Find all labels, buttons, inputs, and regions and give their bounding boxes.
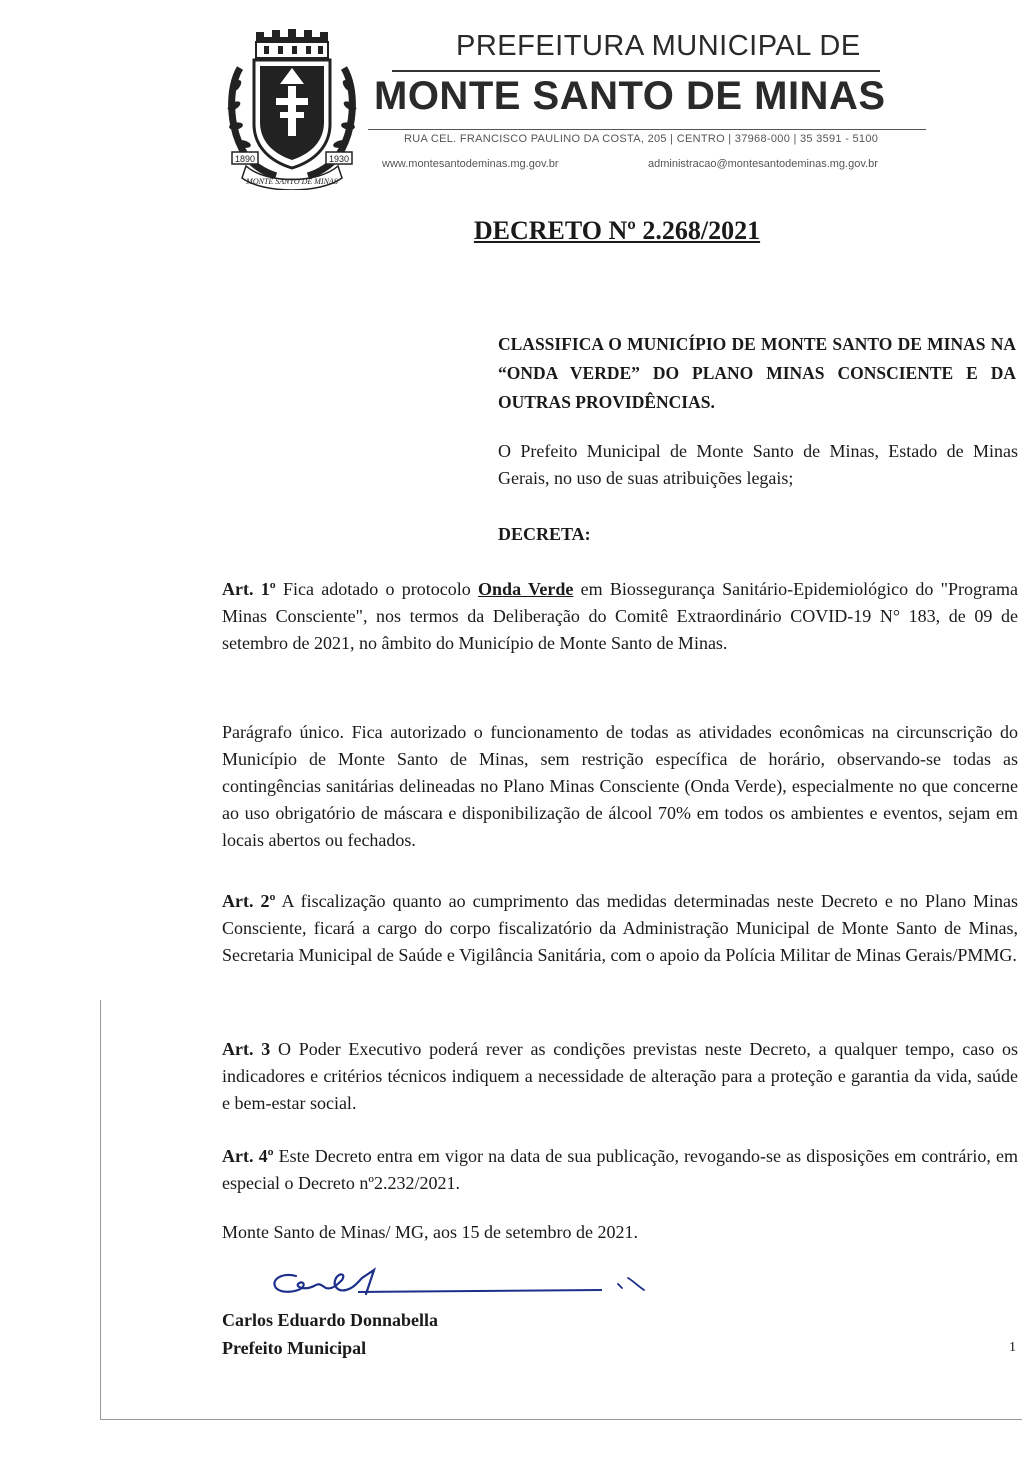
header-website-link[interactable]: www.montesantodeminas.mg.gov.br xyxy=(382,158,559,170)
article-1-highlight: Onda Verde xyxy=(478,579,574,599)
article-3-text: O Poder Executivo poderá rever as condições previstas neste Decreto, a qualquer tempo, caso os indicadores e critérios técnicos indiquem a necessidade de alteração para a proteção e garantia da vida, saúde e bem-estar social. xyxy=(222,1039,1018,1113)
article-1-text-pre: Fica adotado o protocolo xyxy=(275,579,479,599)
article-3-label: Art. 3 xyxy=(222,1039,271,1059)
article-1 xyxy=(222,576,1018,657)
article-4-text: Este Decreto entra em vigor na data de sua publicação, revogando-se as disposições em contrário, em especial o Decreto nº2.232/2021. xyxy=(222,1146,1018,1193)
article-2-label: Art. 2º xyxy=(222,891,276,911)
signer-name: Carlos Eduardo Donnabella xyxy=(222,1310,439,1330)
article-1-label: Art. 1º xyxy=(222,579,276,599)
paragrafo-unico: Parágrafo único. Fica autorizado o funcionamento de todas as atividades econômicas na circunscrição do Município de Monte Santo de Minas, sem restrição específica de horário, observando-se todas as contingências sanitárias delineadas no Plano Minas Consciente (Onda Verde), especialmente no que concerne ao uso obrigatório de máscara e disponibilização de álcool 70% em todos os ambientes e eventos, sejam em locais abertos ou fechados. xyxy=(222,722,1018,850)
article-4-label: Art. 4º xyxy=(222,1146,274,1166)
article-4 xyxy=(222,1143,1018,1197)
decree-title: DECRETO Nº 2.268/2021 xyxy=(473,216,761,245)
signer-block xyxy=(222,1306,438,1362)
crest-year-right: 1930 xyxy=(328,154,350,164)
article-2-text: A fiscalização quanto ao cumprimento das medidas determinadas neste Decreto e no Plano Minas Consciente, ficará a cargo do corpo fiscalizatório da Administração Municipal de Monte Santo de Minas, Secretaria Municipal de Saúde e Vigilância Sanitária, com o apoio da Polícia Militar de Minas Gerais/PMMG. xyxy=(222,891,1018,965)
crest-year-left: 1890 xyxy=(234,154,256,164)
article-1-text-post: em Biossegurança Sanitário-Epidemiológico do "Programa Minas Consciente", nos termos da Deliberação do Comitê Extraordinário COVID-19 N° 183, de 09 de setembro de 2021, no âmbito do Município de Monte Santo de Minas. xyxy=(222,579,1018,653)
closing-date-line: Monte Santo de Minas/ MG, aos 15 de setembro de 2021. xyxy=(222,1222,638,1242)
page-number: 1 xyxy=(1009,1340,1016,1355)
signature-image xyxy=(262,1264,662,1304)
scan-edge-left xyxy=(100,1000,101,1420)
article-3 xyxy=(222,1036,1018,1117)
article-2 xyxy=(222,888,1018,969)
decreta-heading: DECRETA: xyxy=(498,524,591,544)
header-divider-bottom xyxy=(368,129,926,130)
header-prefeitura: PREFEITURA MUNICIPAL DE xyxy=(456,30,861,62)
scan-edge-bottom xyxy=(100,1419,1022,1420)
header-address: RUA CEL. FRANCISCO PAULINO DA COSTA, 205 | CENTRO | 37968-000 | 35 3591 - 5100 xyxy=(404,133,879,145)
crest-ribbon-text: MONTE SANTO DE MINAS xyxy=(246,177,338,186)
signer-role: Prefeito Municipal xyxy=(222,1338,367,1358)
header-email-link[interactable]: administracao@montesantodeminas.mg.gov.br xyxy=(648,158,878,170)
decree-ementa: CLASSIFICA O MUNICÍPIO DE MONTE SANTO DE MINAS NA “ONDA VERDE” DO PLANO MINAS CONSCIENTE E DA OUTRAS PROVIDÊNCIAS. xyxy=(498,334,1016,412)
header-divider-top xyxy=(392,70,880,72)
decree-preamble: O Prefeito Municipal de Monte Santo de Minas, Estado de Minas Gerais, no uso de suas atribuições legais; xyxy=(498,441,1018,488)
header-municipality: MONTE SANTO DE MINAS xyxy=(374,74,886,118)
coat-of-arms-icon xyxy=(226,28,358,190)
